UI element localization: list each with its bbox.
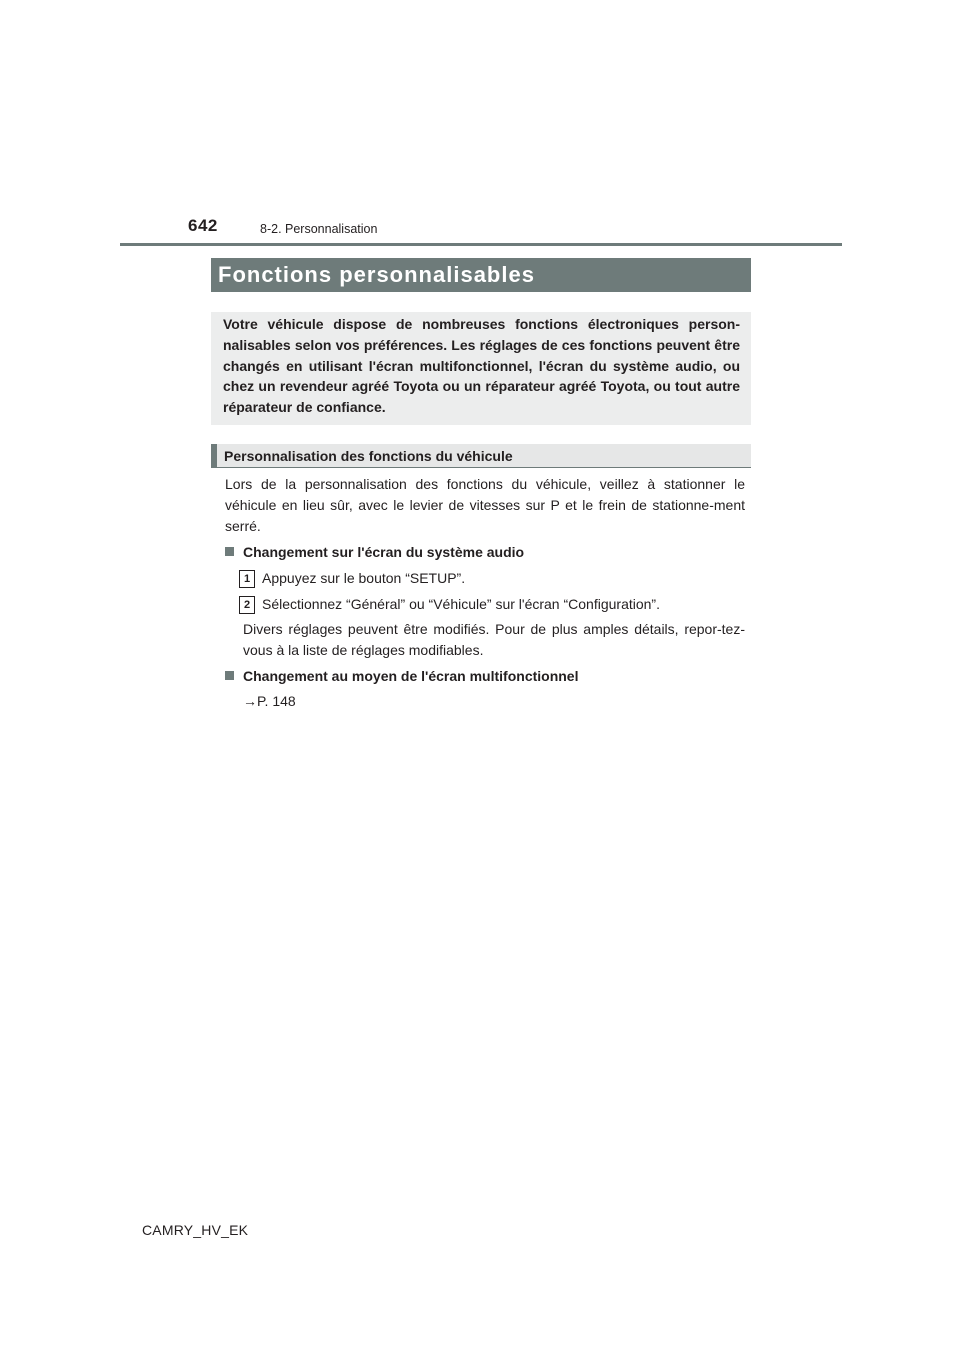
page-reference-link[interactable]: →P. 148 (243, 693, 296, 709)
page-title: Fonctions personnalisables (211, 258, 751, 292)
step-1 (239, 568, 465, 588)
square-bullet-icon (225, 671, 234, 680)
bullet-heading-multifunction (225, 666, 579, 686)
intro-text: Votre véhicule dispose de nombreuses fonctions électroniques person-nalisables selon vos préférences. Les réglages de ces fonctions peuvent être changés en utilisant l'écran multifonctionnel, l'écran du système audio, ou chez un revendeur agréé Toyota ou un réparateur agréé Toyota, ou tout autre réparateur de confiance. (223, 316, 740, 416)
step-number-badge: 2 (239, 596, 255, 614)
note-text: Divers réglages peuvent être modifiés. Pour de plus amples détails, repor-tez-vous à la liste de réglages modifiables. (243, 621, 745, 658)
step-text: Appuyez sur le bouton “SETUP”. (262, 570, 466, 586)
square-bullet-icon (225, 547, 234, 556)
bullet-heading-label: Changement au moyen de l'écran multifonctionnel (243, 668, 579, 684)
page-number: 642 (188, 216, 218, 235)
footer-code: CAMRY_HV_EK (142, 1222, 249, 1238)
step-text: Sélectionnez “Général” ou “Véhicule” sur l'écran “Configuration”. (262, 596, 660, 612)
subheading: Personnalisation des fonctions du véhicule (211, 444, 751, 468)
step-number-badge: 1 (239, 570, 255, 588)
section-label: 8-2. Personnalisation (260, 222, 378, 236)
step-2 (239, 594, 660, 614)
bullet-heading-label: Changement sur l'écran du système audio (243, 544, 525, 560)
header-rule (120, 243, 842, 246)
bullet-heading-audio (225, 542, 524, 562)
intro-box (211, 312, 751, 425)
body-text: Lors de la personnalisation des fonctions du véhicule, veillez à stationner le véhicule en lieu sûr, avec le levier de vitesses sur P et le frein de stationne-ment serré. (225, 476, 745, 534)
